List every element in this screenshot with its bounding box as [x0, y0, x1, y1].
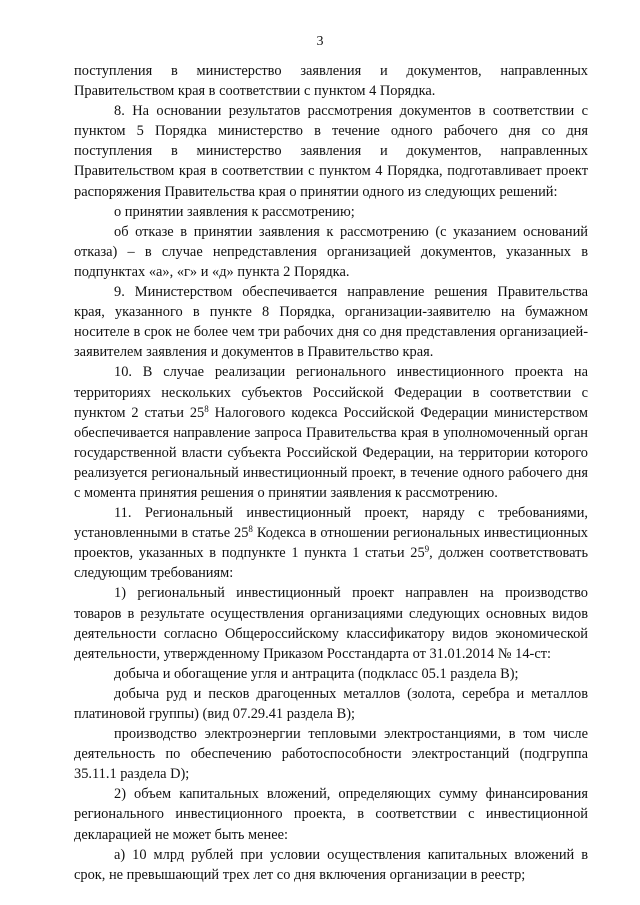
paragraph-text: добыча руд и песков драгоценных металлов (золота, серебра и металлов платиновой группы) (вид 07.29.41 раздела B); — [74, 685, 588, 722]
paragraph — [74, 61, 588, 101]
superscript-index: 8 — [204, 403, 209, 414]
paragraph-text: о принятии заявления к рассмотрению; — [114, 203, 355, 220]
paragraph — [74, 583, 588, 663]
paragraph-text: 2) объем капитальных вложений, определяющих сумму финансирования регионального инвестиционного проекта, в соответствии с инвестиционной декларацией не может быть менее: — [74, 786, 588, 843]
paragraph — [74, 684, 588, 724]
paragraph-text: 9. Министерством обеспечивается направление решения Правительства края, указанного в пункте 8 Порядка, организации-заявителю на бумажном носителе в срок не более чем три рабочих дня со дня представления организацией-заявителем заявления и документов в Правительство края. — [74, 284, 588, 361]
paragraph-text: 1) региональный инвестиционный проект направлен на производство товаров в результате осуществления организациями следующих основных видов деятельности согласно Общероссийскому классификатору видов экономической деятельности, утвержденному Приказом Росстандарта от 31.01.2014 № 14-ст: — [74, 585, 588, 662]
superscript-index: 8 — [248, 524, 253, 535]
paragraph-text: 8. На основании результатов рассмотрения документов в соответствии с пунктом 5 Порядка министерство в течение одного рабочего дня со дня поступления в министерство заявления и документов, направленных Правительством края в соответствии с пунктом 4 Порядка, подготавливает проект распоряжения Правительства края о принятии одного из следующих решений: — [74, 103, 588, 200]
document-body — [74, 61, 588, 885]
paragraph-text: а) 10 млрд рублей при условии осуществления капитальных вложений в срок, не превышающий трех лет со дня включения организации в реестр; — [74, 846, 588, 883]
paragraph — [74, 282, 588, 362]
paragraph — [74, 845, 588, 885]
paragraph-text: Налогового кодекса Российской Федерации министерством обеспечивается направление запроса Правительства края в уполномоченный орган государственной власти субъекта Российской Федерации, на территории которого реализуется региональный инвестиционный проект, в течение одного рабочего дня с момента принятия решения о принятии заявления к рассмотрению. — [74, 404, 588, 501]
paragraph-text: , должен соответствовать следующим требованиям: — [74, 545, 589, 582]
page-number: 3 — [316, 34, 324, 49]
paragraph-text: 11. Региональный инвестиционный проект, наряду с требованиями, установленными в статье 25 — [74, 505, 588, 542]
paragraph-text: Кодекса в отношении региональных инвестиционных проектов, указанных в подпункте 1 пункта 1 статьи 25 — [74, 525, 589, 562]
superscript-index: 9 — [424, 544, 430, 555]
paragraph-text: об отказе в принятии заявления к рассмотрению (с указанием оснований отказа) – в случае непредставления организацией документов, указанных в подпунктах «а», «г» и «д» пункта 2 Порядка. — [74, 223, 588, 280]
paragraph — [74, 222, 588, 282]
paragraph-text: добыча и обогащение угля и антрацита (подкласс 05.1 раздела B); — [114, 665, 519, 682]
paragraph-text: производство электроэнергии тепловыми электростанциями, в том числе деятельность по обеспечению работоспособности электростанций (подгруппа 35.11.1 раздела D); — [74, 726, 588, 783]
paragraph — [74, 784, 588, 844]
paragraph-text: 10. В случае реализации регионального инвестиционного проекта на территориях нескольких субъектов Российской Федерации в соответствии с пунктом 2 статьи 25 — [74, 364, 588, 421]
paragraph — [74, 503, 588, 583]
paragraph — [74, 724, 588, 784]
paragraph — [74, 202, 588, 222]
paragraph-text: поступления в министерство заявления и документов, направленных Правительством края в соответствии с пунктом 4 Порядка. — [74, 63, 588, 100]
paragraph — [74, 362, 588, 503]
paragraph — [74, 101, 588, 201]
paragraph — [74, 664, 588, 684]
